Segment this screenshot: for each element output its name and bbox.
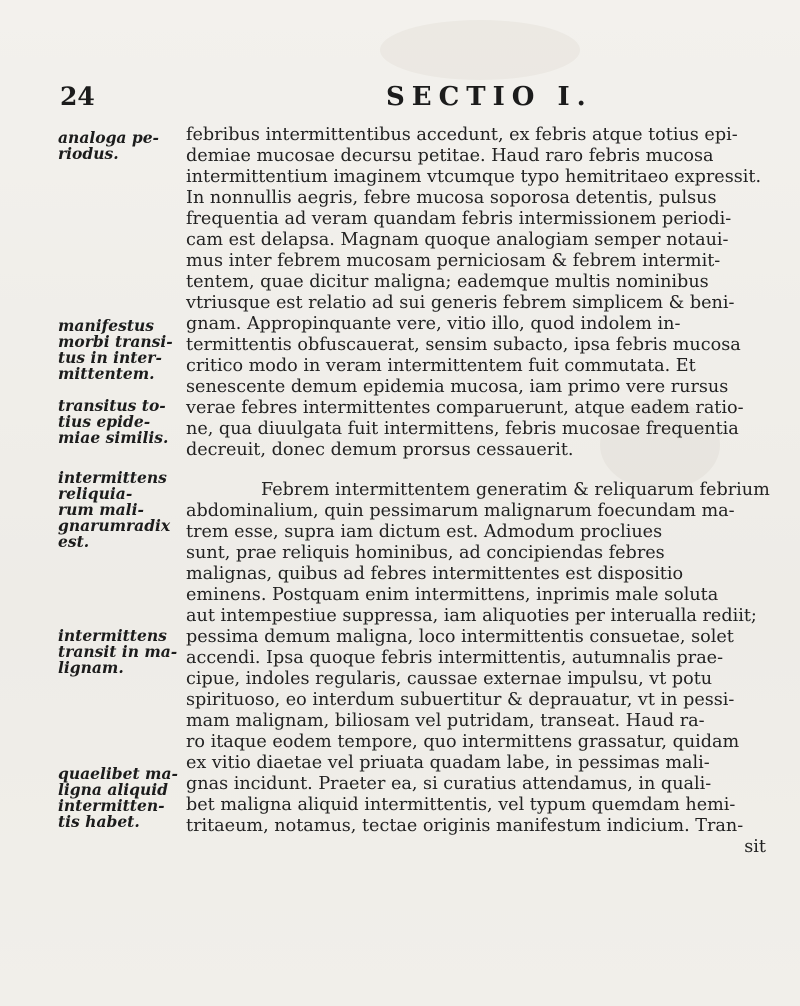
- margin-note-line: manifestus: [58, 316, 155, 335]
- text-line: malignas, quibus ad febres intermittentes est dispositio: [186, 564, 684, 584]
- text-line: termittentis obfuscauerat, sensim subacto, ipsa febris mucosa: [186, 335, 741, 355]
- margin-note-line: tus in inter-: [58, 348, 162, 367]
- margin-note-line: est.: [58, 532, 90, 551]
- margin-note-line: transit in ma-: [58, 642, 178, 661]
- text-line: gnas incidunt. Praeter ea, si curatius attendamus, in quali-: [186, 774, 712, 794]
- margin-note: [58, 468, 171, 551]
- margin-note-line: reliquia-: [58, 484, 133, 503]
- text-line: mam malignam, biliosam vel putridam, transeat. Haud ra-: [186, 711, 705, 731]
- margin-note-line: transitus to-: [58, 396, 166, 415]
- margin-note-line: intermittens: [58, 468, 167, 487]
- page-number: 24: [60, 82, 95, 111]
- text-line: mus inter febrem mucosam perniciosam & febrem intermit-: [186, 251, 721, 271]
- text-line: In nonnullis aegris, febre mucosa soporosa detentis, pulsus: [186, 188, 717, 208]
- text-line: intermittentium imaginem vtcumque typo hemitritaeo expressit.: [186, 167, 762, 187]
- margin-note: [58, 128, 159, 163]
- text-line: trem esse, supra iam dictum est. Admodum procliues: [186, 522, 663, 542]
- text-line: verae febres intermittentes comparuerunt, atque eadem ratio-: [186, 398, 744, 418]
- margin-note-line: lignam.: [58, 658, 124, 677]
- text-line: Febrem intermittentem generatim & reliquarum febrium: [261, 480, 770, 500]
- paragraph: [186, 125, 786, 461]
- text-line: senescente demum epidemia mucosa, iam primo vere rursus: [186, 377, 729, 397]
- margin-note-line: rum mali-: [58, 500, 144, 519]
- margin-note: [58, 396, 169, 447]
- margin-note-line: morbi transi-: [58, 332, 173, 351]
- text-line: cam est delapsa. Magnam quoque analogiam semper notaui-: [186, 230, 729, 250]
- margin-note-line: miae similis.: [58, 428, 169, 447]
- margin-note-line: intermittens: [58, 626, 167, 645]
- paper-stain: [380, 20, 580, 80]
- text-line: accendi. Ipsa quoque febris intermittentis, autumnalis prae-: [186, 648, 724, 668]
- catchword: sit: [744, 837, 766, 857]
- text-line: vtriusque est relatio ad sui generis febrem simplicem & beni-: [186, 293, 735, 313]
- page-header: [60, 82, 760, 122]
- text-line: bet maligna aliquid intermittentis, vel typum quemdam hemi-: [186, 795, 736, 815]
- text-line: critico modo in veram intermittentem fuit commutata. Et: [186, 356, 696, 376]
- text-line: ex vitio diaetae vel priuata quadam labe, in pessimas mali-: [186, 753, 710, 773]
- margin-note-line: analoga pe-: [58, 128, 159, 147]
- text-line: ne, qua diuulgata fuit intermittens, febris mucosae frequentia: [186, 419, 739, 439]
- margin-note-line: quaelibet ma-: [58, 764, 178, 783]
- margin-note-line: tius epide-: [58, 412, 151, 431]
- margin-note-line: intermitten-: [58, 796, 165, 815]
- margin-note-line: gnarumradix: [58, 516, 171, 535]
- text-line: ro itaque eodem tempore, quo intermittens grassatur, quidam: [186, 732, 740, 752]
- text-line: sunt, prae reliquis hominibus, ad concipiendas febres: [186, 543, 665, 563]
- margin-note-line: tis habet.: [58, 812, 140, 831]
- text-line: spirituoso, eo interdum subuertitur & deprauatur, vt in pessi-: [186, 690, 735, 710]
- text-line: tentem, quae dicitur maligna; eademque multis nominibus: [186, 272, 709, 292]
- body-text: [186, 125, 786, 858]
- text-line: frequentia ad veram quandam febris intermissionem periodi-: [186, 209, 732, 229]
- margin-note-line: ligna aliquid: [58, 780, 168, 799]
- margin-note: [58, 626, 178, 677]
- text-line: demiae mucosae decursu petitae. Haud raro febris mucosa: [186, 146, 714, 166]
- text-line: pessima demum maligna, loco intermittentis consuetae, solet: [186, 627, 734, 647]
- text-line: decreuit, donec demum prorsus cessauerit.: [186, 440, 574, 460]
- running-head: SECTIO I.: [386, 82, 593, 112]
- text-line: gnam. Appropinquante vere, vitio illo, quod indolem in-: [186, 314, 681, 334]
- margin-note: [58, 316, 173, 383]
- text-line: abdominalium, quin pessimarum malignarum foecundam ma-: [186, 501, 735, 521]
- text-line: eminens. Postquam enim intermittens, inprimis male soluta: [186, 585, 719, 605]
- text-line: febribus intermittentibus accedunt, ex febris atque totius epi-: [186, 125, 738, 145]
- text-line: aut intempestiue suppressa, iam aliquoties per interualla rediit;: [186, 606, 757, 626]
- margin-note-line: mittentem.: [58, 364, 155, 383]
- text-line: cipue, indoles regularis, caussae externae impulsu, vt potu: [186, 669, 713, 689]
- paragraph: [186, 480, 786, 858]
- margin-note: [58, 764, 178, 831]
- margin-note-line: riodus.: [58, 144, 119, 163]
- text-line: tritaeum, notamus, tectae originis manifestum indicium. Tran-: [186, 816, 744, 836]
